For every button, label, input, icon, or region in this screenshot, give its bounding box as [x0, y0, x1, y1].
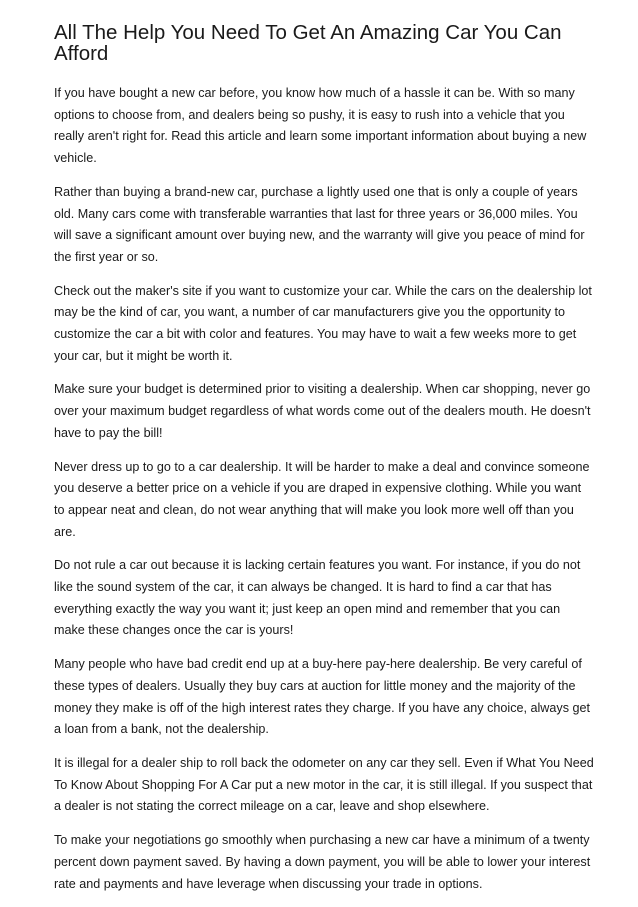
paragraph-3: Check out the maker's site if you want to customize your car. While the cars on the dealership lot may be the kind of car, you want, a number of car manufacturers give you the opportunity to customize the car a bit with color and features. You may have to wait a few weeks more to get your car, but it might be worth it. — [54, 283, 592, 363]
paragraph-2: Rather than buying a brand-new car, purchase a lightly used one that is only a couple of years old. Many cars come with transferable warranties that last for three years or 36,000 miles. You will save a significant amount over buying new, and the warranty will give you peace of mind for the first year or so. — [54, 184, 585, 264]
paragraph-5: Never dress up to go to a car dealership. It will be harder to make a deal and convince someone you deserve a better price on a vehicle if you are draped in expensive clothing. While you want to appear neat and clean, do not wear anything that will make you look more well off than you are. — [54, 459, 590, 539]
paragraph-8: It is illegal for a dealer ship to roll back the odometer on any car they sell. Even if What You Need To Know About Shopping For A Car put a new motor in the car, it is still illegal. If you suspect that a dealer is not stating the correct mileage on a car, leave and shop elsewhere. — [54, 755, 594, 814]
paragraph-9: To make your negotiations go smoothly when purchasing a new car have a minimum of a twenty percent down payment saved. By having a down payment, you will be able to lower your interest rate and payments and have leverage when discussing your trade in options. — [54, 833, 591, 891]
paragraph-4: Make sure your budget is determined prior to visiting a dealership. When car shopping, never go over your maximum budget regardless of what words come out of the dealers mouth. He doesn't have to pay the bill! — [54, 382, 591, 440]
paragraph-1: If you have bought a new car before, you know how much of a hassle it can be. With so many options to choose from, and dealers being so pushy, it is easy to rush into a vehicle that you really aren't right for. Read this article and learn some important information about buying a new vehicle. — [54, 86, 587, 166]
paragraph-7: Many people who have bad credit end up at a buy-here pay-here dealership. Be very careful of these types of dealers. Usually they buy cars at auction for little money and the majority of the money they make is off of the high interest rates they charge. If you have any choice, always get a loan from a bank, not the dealership. — [54, 657, 590, 737]
document-title: All The Help You Need To Get An Amazing Car You Can Afford — [54, 21, 562, 65]
paragraph-6: Do not rule a car out because it is lacking certain features you want. For instance, if you do not like the sound system of the car, it can always be changed. It is hard to find a car that has everything exactly the way you want it; just keep an open mind and remember that you can make these changes once the car is yours! — [54, 558, 581, 638]
document-page — [54, 22, 594, 907]
